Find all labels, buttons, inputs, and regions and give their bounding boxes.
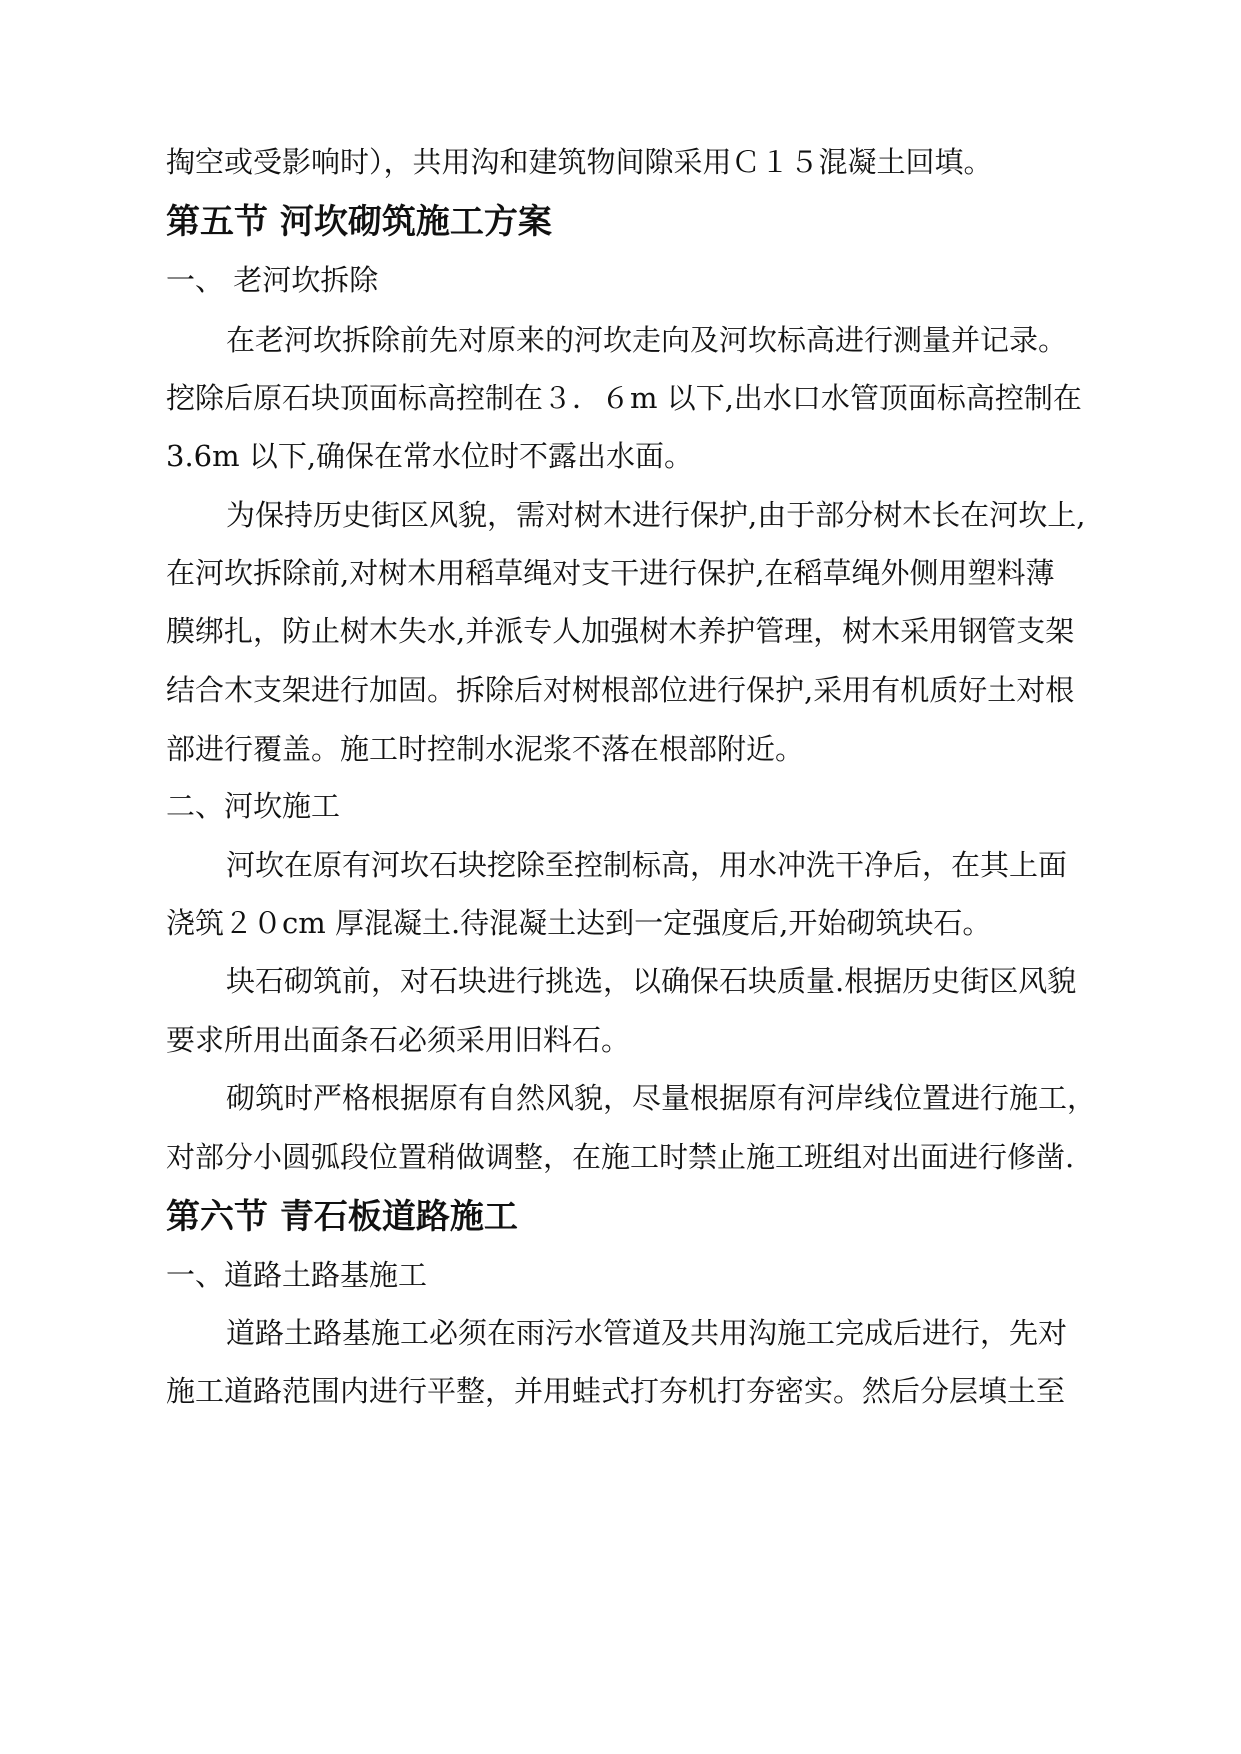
paragraph-line: 膜绑扎，防止树木失水,并派专人加强树木养护管理，树木采用钢管支架 [166,614,1075,648]
paragraph-line: 对部分小圆弧段位置稍做调整，在施工时禁止施工班组对出面进行修凿. [166,1140,1075,1174]
subsection-heading: 一、道路土路基施工 [166,1258,428,1292]
paragraph-line: 挖除后原石块顶面标高控制在３．６m 以下,出水口水管顶面标高控制在 [166,381,1082,415]
paragraph-line: 浇筑２０cm 厚混凝土.待混凝土达到一定强度后,开始砌筑块石。 [166,906,992,940]
paragraph-line: 为保持历史街区风貌，需对树木进行保护,由于部分树木长在河坎上, [226,498,1086,532]
section-heading: 第六节 青石板道路施工 [166,1197,518,1237]
paragraph-line: 在河坎拆除前,对树木用稻草绳对支干进行保护,在稻草绳外侧用塑料薄 [166,556,1055,590]
paragraph-line: 要求所用出面条石必须采用旧料石。 [166,1023,631,1057]
paragraph-line: 在老河坎拆除前先对原来的河坎走向及河坎标高进行测量并记录。 [226,323,1068,357]
paragraph-line: 掏空或受影响时），共用沟和建筑物间隙采用Ｃ１５混凝土回填。 [166,145,993,179]
paragraph-line: 结合木支架进行加固。拆除后对树根部位进行保护,采用有机质好土对根 [166,673,1075,707]
section-heading: 第五节 河坎砌筑施工方案 [166,202,552,242]
paragraph-line: 砌筑时严格根据原有自然风貌，尽量根据原有河岸线位置进行施工， [226,1081,1097,1115]
paragraph-line: 施工道路范围内进行平整，并用蛙式打夯机打夯密实。然后分层填土至 [166,1374,1066,1408]
paragraph-line: 部进行覆盖。施工时控制水泥浆不落在根部附近。 [166,732,805,766]
paragraph-line: 块石砌筑前，对石块进行挑选，以确保石块质量.根据历史街区风貌 [226,964,1077,998]
paragraph-line: 3.6m 以下,确保在常水位时不露出水面。 [166,439,694,473]
paragraph-line: 道路土路基施工必须在雨污水管道及共用沟施工完成后进行，先对 [226,1316,1068,1350]
subsection-heading: 二、河坎施工 [166,789,341,823]
subsection-heading: 一、 老河坎拆除 [166,263,379,297]
paragraph-line: 河坎在原有河坎石块挖除至控制标高，用水冲洗干净后，在其上面 [226,848,1068,882]
